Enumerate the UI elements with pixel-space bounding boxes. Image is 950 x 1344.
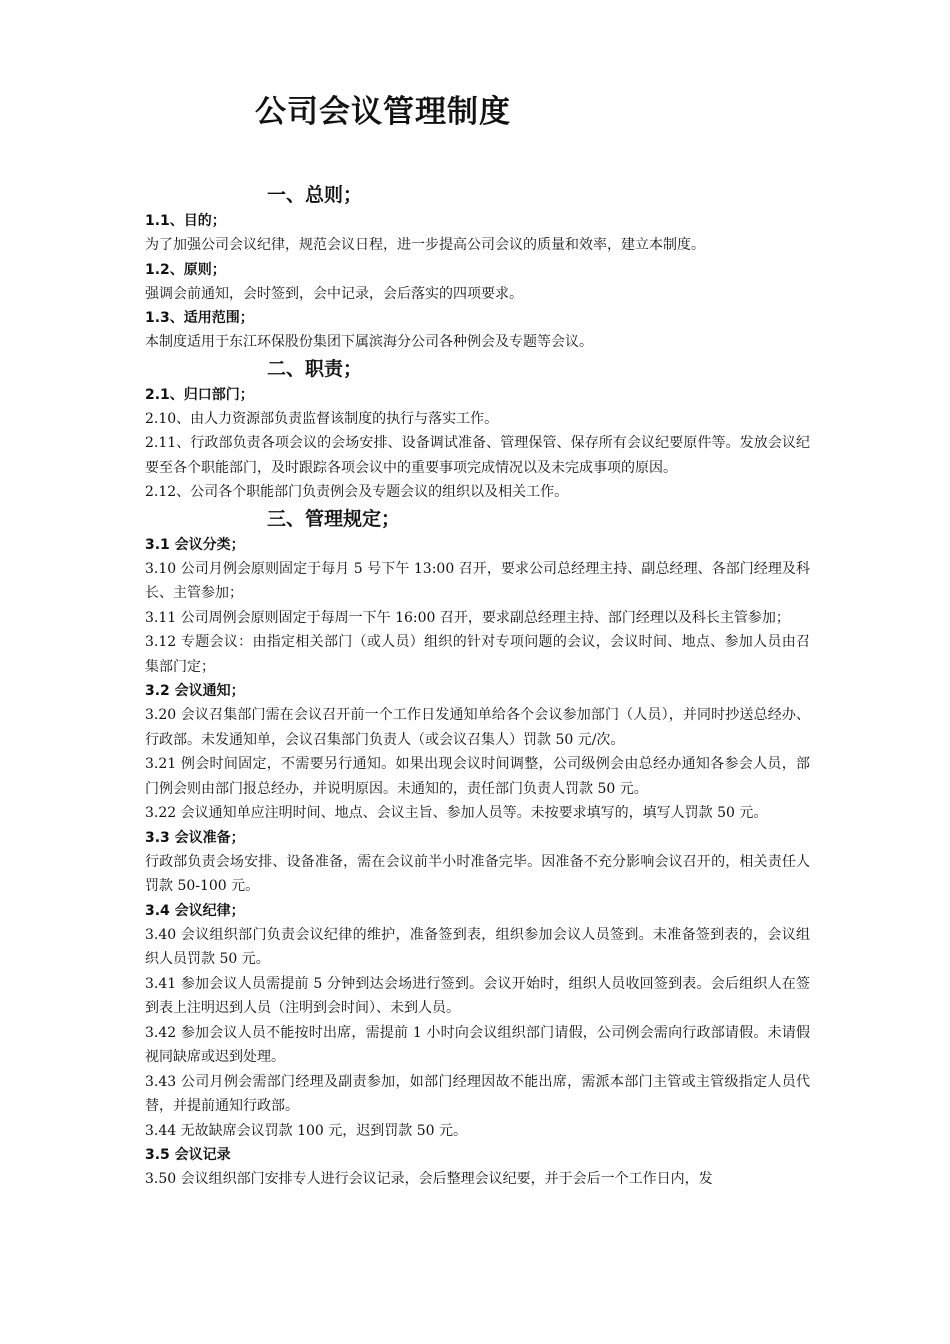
subheading: 2.1、归口部门；	[145, 386, 254, 403]
document-body	[145, 181, 810, 1192]
paragraph: 3.44 无故缺席会议罚款 100 元，迟到罚款 50 元。	[145, 1122, 467, 1139]
paragraph: 3.21 例会时间固定，不需要另行通知。如果出现会议时间调整，公司级例会由总经办通知各参会人员，部门例会则由部门报总经办，并说明原因。未通知的，责任部门负责人罚款 50 元。	[145, 756, 810, 797]
paragraph: 3.50 会议组织部门安排专人进行会议记录，会后整理会议纪要，并于会后一个工作日内，发	[145, 1171, 713, 1187]
subheading: 3.1 会议分类；	[145, 536, 245, 553]
subheading: 3.5 会议记录	[145, 1147, 231, 1163]
section-heading-general: 一、总则；	[267, 184, 363, 206]
document-title: 公司会议管理制度	[255, 94, 511, 130]
subheading: 1.3、适用范围；	[145, 310, 254, 326]
paragraph: 3.11 公司周例会原则固定于每周一下午 16:00 召开，要求副总经理主持、部门经理以及科长主管参加；	[145, 609, 790, 626]
paragraph: 本制度适用于东江环保股份集团下属滨海分公司各种例会及专题等会议。	[145, 334, 593, 350]
paragraph: 2.11、行政部负责各项会议的会场安排、设备调试准备、管理保管、保存所有会议纪要原件等。发放会议纪要至各个职能部门，及时跟踪各项会议中的重要事项完成情况以及未完成事项的原因。	[145, 435, 810, 476]
subheading: 3.3 会议准备；	[145, 829, 245, 846]
paragraph: 强调会前通知，会时签到，会中记录，会后落实的四项要求。	[145, 285, 523, 302]
paragraph: 3.40 会议组织部门负责会议纪律的维护，准备签到表，组织参加会议人员签到。未准备签到表的，会议组织人员罚款 50 元。	[145, 926, 810, 967]
subheading: 3.2 会议通知；	[145, 683, 245, 699]
subheading: 3.4 会议纪律；	[145, 902, 245, 919]
subheading: 1.1、目的；	[145, 213, 226, 229]
paragraph: 2.12、公司各个职能部门负责例会及专题会议的组织以及相关工作。	[145, 484, 569, 500]
section-heading-duties: 二、职责；	[267, 357, 363, 380]
paragraph: 2.10、由人力资源部负责监督该制度的执行与落实工作。	[145, 410, 499, 427]
paragraph: 为了加强公司会议纪律，规范会议日程，进一步提高公司会议的质量和效率，建立本制度。	[145, 237, 705, 253]
paragraph: 3.20 会议召集部门需在会议召开前一个工作日发通知单给各个会议参加部门（人员），并同时抄送总经办、行政部。未发通知单，会议召集部门负责人（或会议召集人）罚款 50 元/次。	[145, 707, 810, 748]
paragraph: 3.12 专题会议：由指定相关部门（或人员）组织的针对专项问题的会议，会议时间、地点、参加人员由召集部门定；	[145, 634, 810, 675]
section-heading-rules: 三、管理规定；	[267, 507, 401, 530]
paragraph: 3.42 参加会议人员不能按时出席，需提前 1 小时向会议组织部门请假，公司例会需向行政部请假。未请假视同缺席或迟到处理。	[145, 1024, 810, 1065]
paragraph: 3.10 公司月例会原则固定于每月 5 号下午 13:00 召开，要求公司总经理主持、副总经理、各部门经理及科长、主管参加；	[145, 560, 810, 601]
paragraph: 3.22 会议通知单应注明时间、地点、会议主旨、参加人员等。未按要求填写的，填写人罚款 50 元。	[145, 805, 768, 821]
paragraph: 行政部负责会场安排、设备准备，需在会议前半小时准备完毕。因准备不充分影响会议召开的，相关责任人罚款 50-100 元。	[145, 853, 810, 894]
paragraph: 3.43 公司月例会需部门经理及副责参加，如部门经理因故不能出席，需派本部门主管或主管级指定人员代替，并提前通知行政部。	[145, 1073, 810, 1114]
paragraph: 3.41 参加会议人员需提前 5 分钟到达会场进行签到。会议开始时，组织人员收回签到表。会后组织人在签到表上注明迟到人员（注明到会时间）、未到人员。	[145, 975, 810, 1016]
subheading: 1.2、原则；	[145, 261, 226, 278]
